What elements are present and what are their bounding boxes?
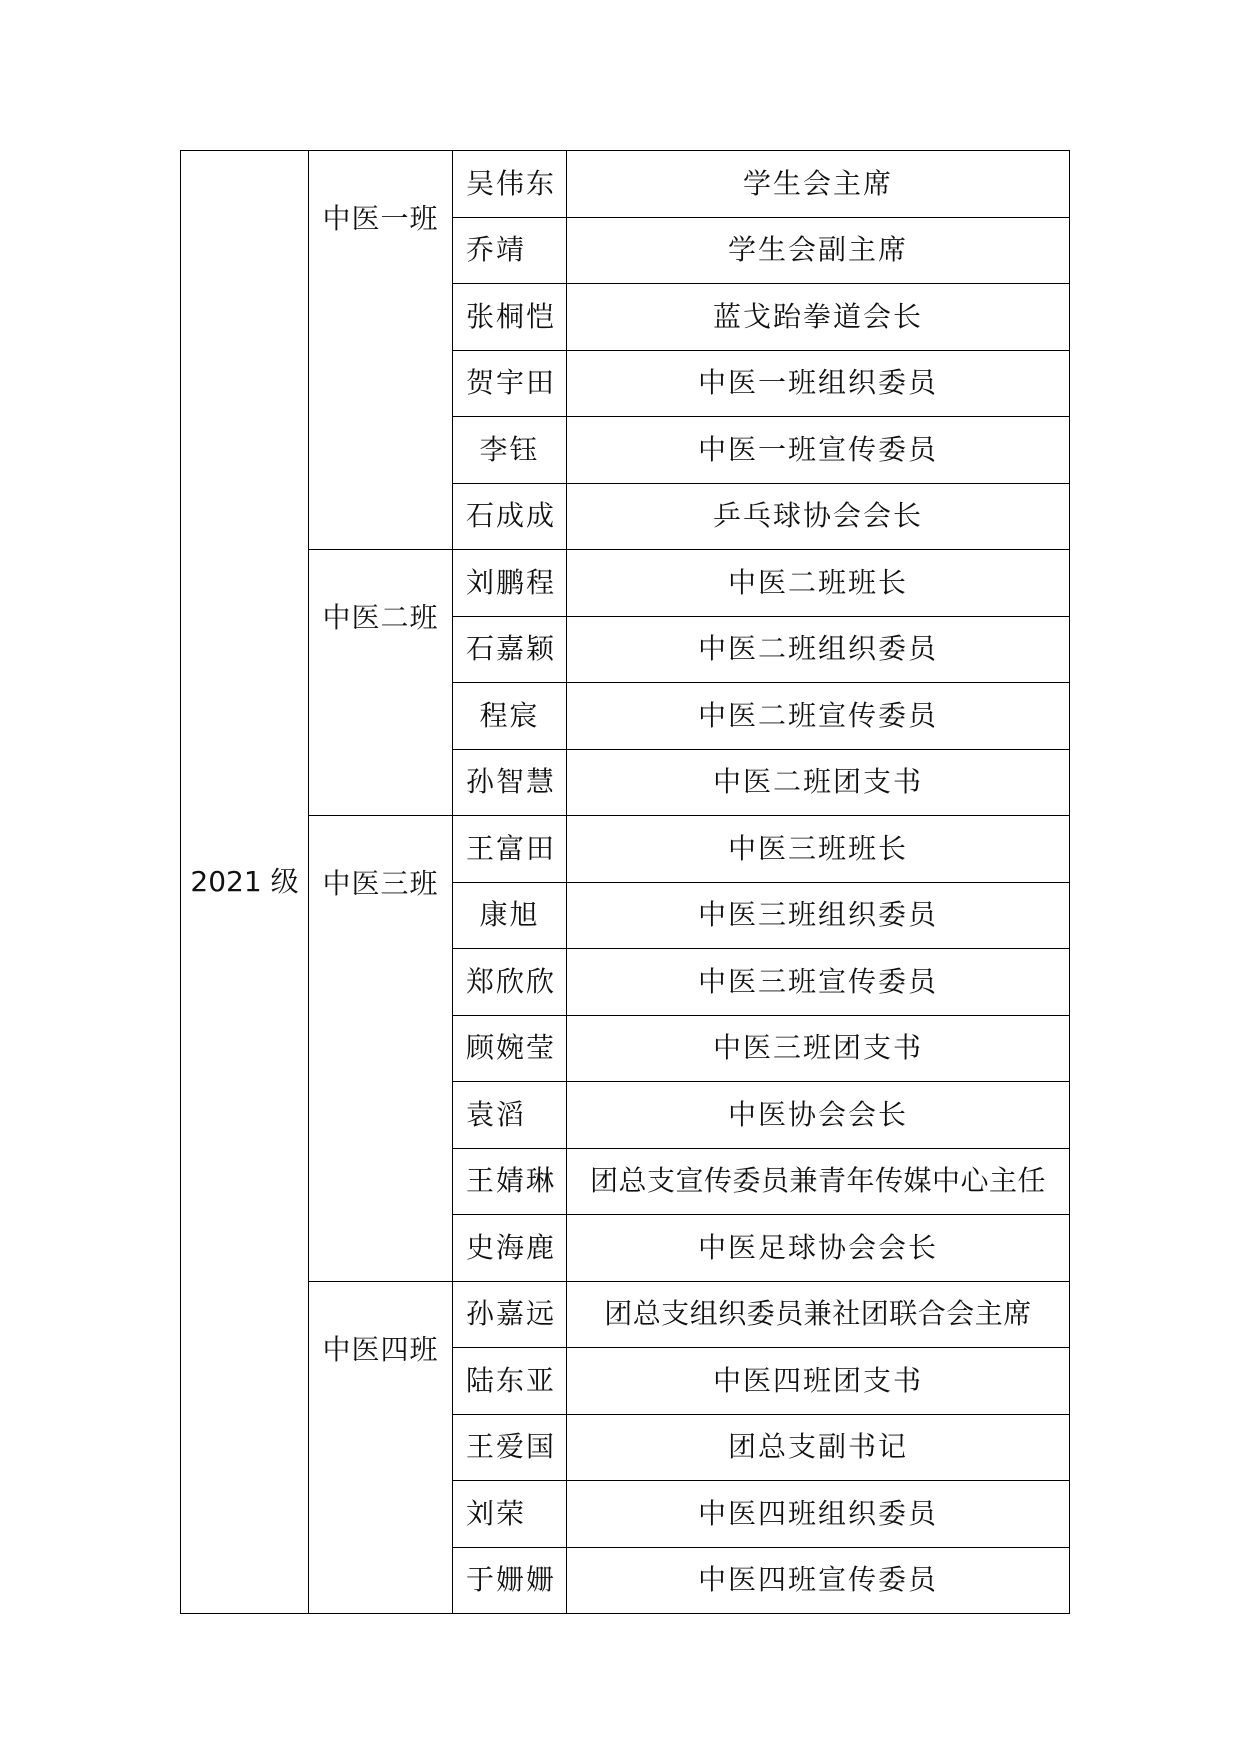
member-name-cell: 郑欣欣 — [453, 949, 567, 1016]
roster-body — [181, 151, 1070, 1614]
table-row — [181, 816, 1070, 883]
member-role-cell: 中医协会会长 — [567, 1082, 1070, 1149]
class-name-cell: 中医三班 — [309, 816, 453, 1282]
member-role-cell: 中医三班团支书 — [567, 1015, 1070, 1082]
member-role-cell: 团总支副书记 — [567, 1414, 1070, 1481]
member-name-cell: 贺宇田 — [453, 350, 567, 417]
member-name-cell: 康旭 — [453, 882, 567, 949]
class-name-cell: 中医二班 — [309, 550, 453, 816]
member-name-cell: 张桐恺 — [453, 284, 567, 351]
member-name-cell: 史海鹿 — [453, 1215, 567, 1282]
member-name-cell: 陆东亚 — [453, 1348, 567, 1415]
member-name-cell: 顾婉莹 — [453, 1015, 567, 1082]
member-role-cell: 中医一班宣传委员 — [567, 417, 1070, 484]
member-name-cell: 王爱国 — [453, 1414, 567, 1481]
member-role-cell: 学生会主席 — [567, 151, 1070, 218]
member-role-cell: 乒乓球协会会长 — [567, 483, 1070, 550]
grade-cell: 2021 级 — [181, 151, 309, 1614]
class-name-cell: 中医一班 — [309, 151, 453, 550]
member-name-cell: 吴伟东 — [453, 151, 567, 218]
member-name-cell: 程宸 — [453, 683, 567, 750]
member-role-cell: 中医足球协会会长 — [567, 1215, 1070, 1282]
member-role-cell: 中医四班宣传委员 — [567, 1547, 1070, 1614]
member-role-cell: 中医四班团支书 — [567, 1348, 1070, 1415]
member-name-cell: 李钰 — [453, 417, 567, 484]
member-name-cell: 孙嘉远 — [453, 1281, 567, 1348]
member-role-cell: 团总支组织委员兼社团联合会主席 — [567, 1281, 1070, 1348]
member-role-cell: 中医三班宣传委员 — [567, 949, 1070, 1016]
member-name-cell: 于姗姗 — [453, 1547, 567, 1614]
member-name-cell: 刘荣 — [453, 1481, 567, 1548]
member-role-cell: 中医二班团支书 — [567, 749, 1070, 816]
member-name-cell: 刘鹏程 — [453, 550, 567, 617]
member-name-cell: 孙智慧 — [453, 749, 567, 816]
member-role-cell: 中医四班组织委员 — [567, 1481, 1070, 1548]
member-name-cell: 王婧琳 — [453, 1148, 567, 1215]
member-role-cell: 中医二班宣传委员 — [567, 683, 1070, 750]
member-role-cell: 中医一班组织委员 — [567, 350, 1070, 417]
member-role-cell: 中医二班班长 — [567, 550, 1070, 617]
member-role-cell: 蓝戈跆拳道会长 — [567, 284, 1070, 351]
member-role-cell: 学生会副主席 — [567, 217, 1070, 284]
table-row — [181, 151, 1070, 218]
member-role-cell: 中医三班组织委员 — [567, 882, 1070, 949]
member-role-cell: 团总支宣传委员兼青年传媒中心主任 — [567, 1148, 1070, 1215]
table-row — [181, 1281, 1070, 1348]
member-name-cell: 石成成 — [453, 483, 567, 550]
member-role-cell: 中医三班班长 — [567, 816, 1070, 883]
member-role-cell: 中医二班组织委员 — [567, 616, 1070, 683]
member-name-cell: 乔靖 — [453, 217, 567, 284]
table-row — [181, 550, 1070, 617]
member-name-cell: 王富田 — [453, 816, 567, 883]
member-name-cell: 石嘉颖 — [453, 616, 567, 683]
roster-table — [180, 150, 1070, 1614]
class-name-cell: 中医四班 — [309, 1281, 453, 1614]
member-name-cell: 袁滔 — [453, 1082, 567, 1149]
